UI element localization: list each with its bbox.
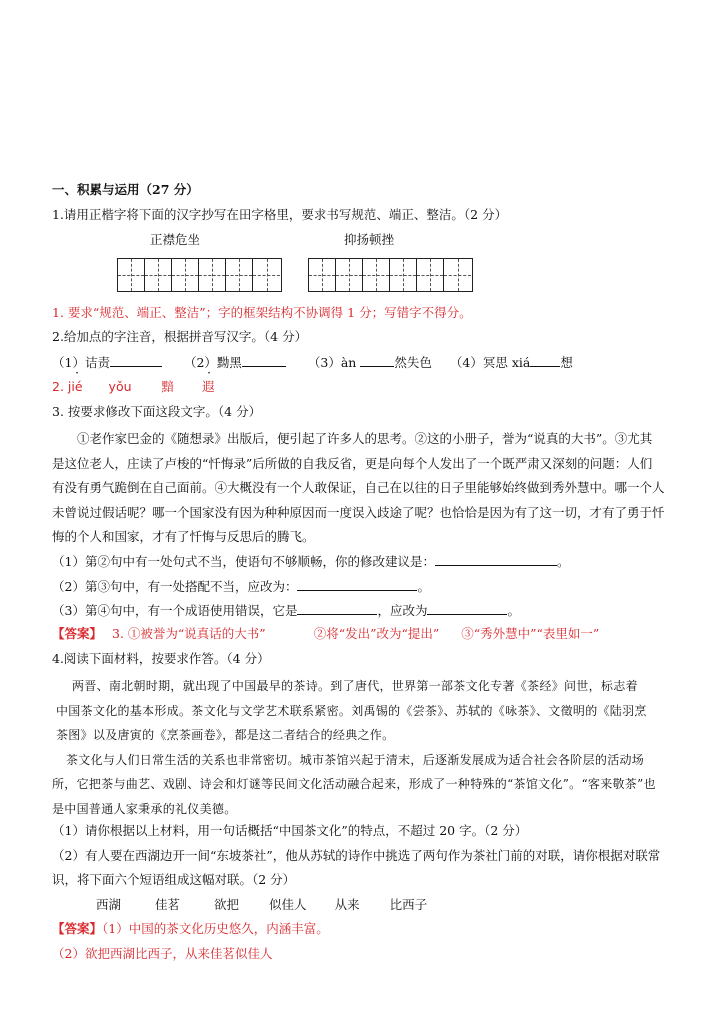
q3-sub1-blank[interactable] [435,552,557,566]
q3-sub2-text: （2）第③句中，有一处搭配不当，应改为： [52,579,298,594]
q3-answer-tag: 【答案】 [52,626,103,641]
q4-answer-tag: 【答案】 [52,921,103,936]
q3-sub3-text-b: ，应改为 [377,603,428,618]
grid-cell[interactable] [253,259,280,291]
q1-word-right: 抑扬顿挫 [344,232,395,247]
q2-items [52,353,573,372]
q2-answer-1: 2. jié [52,379,83,394]
q2-blank-3[interactable] [360,353,394,367]
q3-sub3-blank-2[interactable] [427,601,507,615]
q4-answer-2: （2）欲把西湖比西子，从来佳茗似佳人 [52,946,273,961]
grid-cell[interactable] [444,259,471,291]
q4-passage-line: 茶图》以及唐寅的《烹茶画卷》，都是这二者结合的经典之作。 [56,728,395,742]
q2-item-2: （2）黝黑 · [184,355,242,370]
q3-sub3-text-a: （3）第④句中，有一个成语使用错误，它是 [52,603,298,618]
q3-passage-line: 悔的个人和国家，才有了忏悔与反思后的腾飞。 [52,529,315,544]
q2-blank-2[interactable] [242,353,286,367]
q2-item-3-tail: 然失色 [394,355,432,370]
q1-prompt: 1.请用正楷字将下面的汉字抄写在田字格里，要求书写规范、端正、整洁。（2 分） [52,207,508,222]
grid-cell[interactable] [417,259,444,291]
q3-sub2 [52,577,430,596]
grid-cell[interactable] [199,259,226,291]
q2-blank-4[interactable] [530,353,560,367]
grid-cell[interactable] [390,259,417,291]
q4-passage-line: 所，它把茶与曲艺、戏剧、诗会和灯谜等民间文化活动融合起来，形成了一种特殊的“茶馆文化”。“客来敬茶”也 [52,777,656,791]
q4-answer-1 [52,920,329,938]
q1-answer: 1. 要求“规范、端正、整洁”；字的框架结构不协调得 1 分；写错字不得分。 [52,305,472,320]
q4-passage [52,674,672,821]
q3-sub1-end: 。 [556,554,570,569]
section-title: 一、积累与运用（27 分） [52,182,199,197]
q3-answer [52,625,599,643]
q4-passage-line: 两晋、南北朝时期，就出现了中国最早的茶诗。到了唐代，世界第一部茶文化专著《茶经》问世，标志着 [72,679,638,693]
tianzige-grid-left[interactable] [117,258,282,292]
q3-passage-line: 是这位老人，庄读了卢梭的“忏悔录”后所做的自我反省，更是向每个人发出了一个既严肃又深刻的问题：人们 [52,455,653,471]
grid-cell[interactable] [336,259,363,291]
q3-passage [52,427,672,550]
phrase: 西湖 [96,897,122,912]
q3-answer-1: 3. ①被誉为“说真话的大书” [112,626,266,641]
tianzige-grid-right[interactable] [308,258,473,292]
q3-sub2-blank[interactable] [297,577,417,591]
q2-item-4: （4）冥思 xiá [449,355,531,370]
q4-passage-line: 茶文化与人们日常生活的关系也非常密切。城市茶馆兴起于清末，后逐渐发展成为适合社会各阶层的活动场 [66,752,645,767]
phrase: 欲把 [214,897,240,912]
q3-sub3-blank-1[interactable] [297,601,377,615]
q4-sub2-a: （2）有人要在西湖边开一间“东坡茶社”，他从苏轼的诗作中挑选了两句作为茶社门前的对联，请你根据对联常 [52,848,661,863]
q2-answer-4: 遐 [202,379,215,394]
q3-sub1-text: （1）第②句中有一处句式不当，使语句不够顺畅，你的修改建议是： [52,554,435,569]
q2-blank-1[interactable] [110,353,162,367]
phrase: 似佳人 [269,897,307,912]
grid-cell[interactable] [363,259,390,291]
q2-item-3: （3）àn [307,355,357,370]
q3-passage-line: 有没有勇气跪倒在自己面前。④大概没有一个人敢保证，自己在以往的日子里能够始终做到秀外慧中。哪一个人 [52,480,665,495]
q2-answer-3: 黯 [161,379,175,394]
phrase: 佳茗 [155,897,181,912]
q2-answers [52,378,215,396]
q3-answer-2: ②将“发出”改为“提出” [313,626,440,641]
grid-cell[interactable] [309,259,336,291]
q3-answer-3: ③“秀外慧中”“表里如一” [461,626,600,641]
q4-answer-1-text: （1）中国的茶文化历史悠久，内涵丰富。 [102,921,329,936]
q4-passage-line: 是中国普通人家秉承的礼仪美德。 [52,801,237,816]
q3-passage-line: ①老作家巴金的《随想录》出版后，便引起了许多人的思考。②这的小册子，誉为“说真的大书”。③尤其 [77,431,653,446]
q4-phrases [96,896,427,914]
q4-sub2-b: 识，将下面六个短语组成这幅对联。（2 分） [52,872,296,887]
phrase: 从来 [334,897,360,912]
q2-item-4-tail: 想 [560,355,573,370]
q3-sub3 [52,601,520,620]
q2-item-1: （1）诘责 · [52,355,110,370]
q4-passage-line: 中国茶文化的基本形成。茶文化与文学艺术联系紧密。刘禹锡的《尝茶》、苏轼的《咏茶》、文徵明的《陆羽烹 [56,703,647,718]
grid-cell[interactable] [226,259,253,291]
q3-sub2-end: 。 [417,579,430,594]
grid-cell[interactable] [172,259,199,291]
q3-prompt: 3. 按要求修改下面这段文字。（4 分） [52,404,262,419]
q3-sub1 [52,552,569,571]
q1-word-left: 正襟危坐 [150,232,201,247]
q2-answer-2: yǒu [108,379,132,394]
q4-sub1: （1）请你根据以上材料，用一句话概括“中国茶文化”的特点，不超过 20 字。（2 分） [52,823,528,838]
q3-sub3-end: 。 [507,603,520,618]
q3-passage-line: 未曾说过假话呢？哪一个国家没有因为种种原因而一度误入歧途了呢？也恰恰是因为有了这一切，才有了勇于忏 [52,504,665,520]
phrase: 比西子 [389,897,428,912]
q4-prompt: 4.阅读下面材料，按要求作答。（4 分） [52,651,270,666]
grid-cell[interactable] [118,259,145,291]
grid-cell[interactable] [145,259,172,291]
q2-prompt: 2.给加点的字注音，根据拼音写汉字。（4 分） [52,329,308,344]
